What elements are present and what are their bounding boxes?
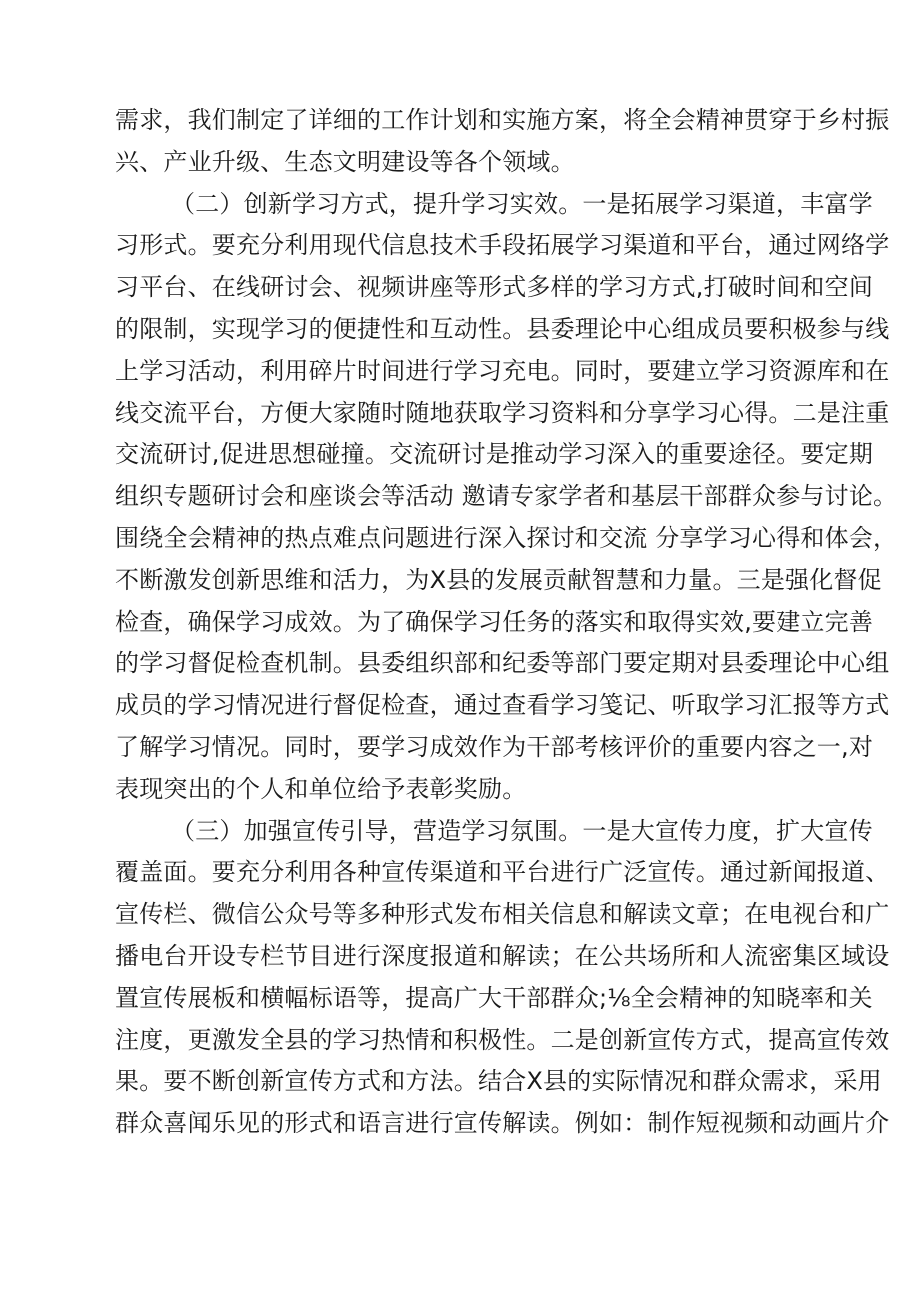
text-line: 兴、产业升级、生态文明建设等各个领域。 <box>115 147 575 176</box>
section-heading-line: （二）创新学习方式，提升学习实效。一是拓展学习渠道，丰富学 <box>171 189 873 218</box>
text-line: 置宣传展板和横幅标语等，提高广大干部群众;⅛全会精神的知晓率和关 <box>115 983 873 1012</box>
text-line: 习形式。要充分利用现代信息技术手段拓展学习渠道和平台，通过网络学 <box>115 231 890 260</box>
text-line: 不断激发创新思维和活力，为X县的发展贡献智慧和力量。三是强化督促 <box>115 565 882 594</box>
text-line: 检查，确保学习成效。为了确保学习任务的落实和取得实效,要建立完善 <box>115 607 874 636</box>
text-line: 群众喜闻乐见的形式和语言进行宣传解读。例如：制作短视频和动画片介 <box>115 1109 890 1138</box>
text-line: 围绕全会精神的热点难点问题进行深入探讨和交流 分享学习心得和体会， <box>115 523 898 552</box>
text-line: 表现突出的个人和单位给予表彰奖励。 <box>115 774 527 803</box>
text-line: 播电台开设专栏节目进行深度报道和解读；在公共场所和人流密集区域设 <box>115 941 890 970</box>
text-line: 成员的学习情况进行督促检查，通过查看学习笺记、听取学习汇报等方式 <box>115 691 890 720</box>
text-line: 需求，我们制定了详细的工作计划和实施方案，将全会精神贯穿于乡村振 <box>115 106 890 134</box>
text-line: 果。要不断创新宣传方式和方法。结合X县的实际情况和群众需求，采用 <box>115 1067 882 1096</box>
text-line: 覆盖面。要充分利用各种宣传渠道和平台进行广泛宣传。通过新闻报道、 <box>115 858 890 887</box>
text-line: 了解学习情况。同时，要学习成效作为干部考核评价的重要内容之一,对 <box>115 732 874 761</box>
text-line: 注度，更激发全县的学习热情和积极性。二是创新宣传方式，提高宣传效 <box>115 1025 890 1054</box>
text-line: 宣传栏、微信公众号等多种形式发布相关信息和解读文章；在电视台和广 <box>115 900 890 929</box>
text-line: 组织专题研讨会和座谈会等活动 邀请专家学者和基层干部群众参与讨论。 <box>115 482 898 511</box>
body-text <box>115 100 898 1145</box>
text-line: 的限制，实现学习的便捷性和互动性。县委理论中心组成员要积极参与线 <box>115 314 890 343</box>
text-line: 线交流平台，方便大家随时随地获取学习资料和分享学习心得。二是注重 <box>115 398 890 427</box>
text-line: 习平台、在线研讨会、视频讲座等形式多样的学习方式,打破时间和空间 <box>115 273 874 302</box>
text-line: 上学习活动，利用碎片时间进行学习充电。同时，要建立学习资源库和在 <box>115 356 890 385</box>
text-line: 的学习督促检查机制。县委组织部和纪委等部门要定期对县委理论中心组 <box>115 649 890 678</box>
text-line: 交流研讨,促进思想碰撞。交流研讨是推动学习深入的重要途径。要定期 <box>115 440 874 469</box>
section-heading-line: （三）加强宣传引导，营造学习氛围。一是大宣传力度，扩大宣传 <box>171 816 873 845</box>
